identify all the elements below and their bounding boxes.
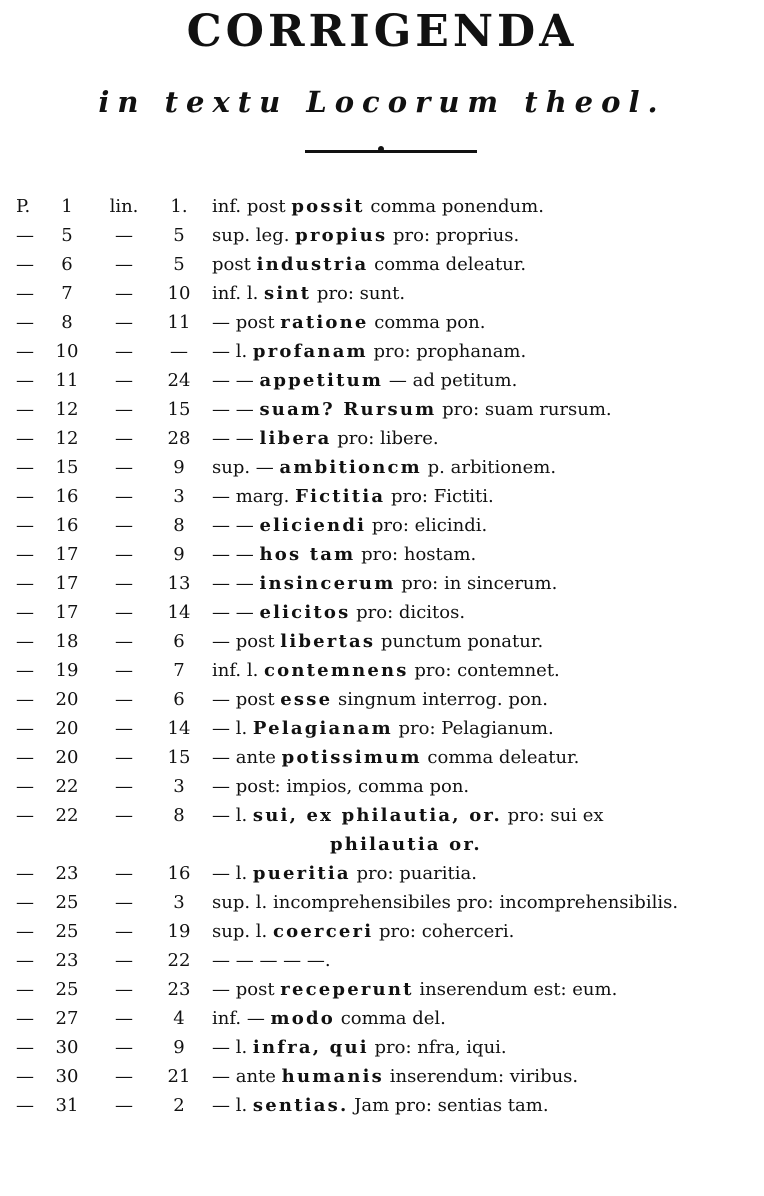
errata-table: [16, 192, 756, 1120]
correction-text: [212, 569, 756, 598]
correction-prefix: — —: [212, 544, 260, 565]
line-number: 21: [167, 1066, 191, 1087]
ornamental-rule: [305, 150, 477, 153]
correction-prefix: — marg.: [212, 486, 296, 507]
line-marker: —: [115, 515, 133, 536]
correction-rest: incomprehensibiles pro: incomprehensibilis.: [273, 892, 679, 913]
line-marker: —: [115, 863, 133, 884]
line-number: 10: [167, 283, 191, 304]
page-number: 17: [55, 602, 79, 623]
line-marker: —: [115, 631, 133, 652]
spaced-word: libertas: [280, 631, 376, 652]
spaced-word: contemnens: [264, 660, 409, 681]
line-number: 15: [167, 747, 191, 768]
line-number: 19: [167, 921, 191, 942]
correction-text: [212, 221, 756, 250]
line-number: 6: [173, 631, 185, 652]
errata-row: [16, 337, 756, 366]
correction-rest: punctum ponatur.: [375, 631, 544, 652]
page-marker: —: [16, 1066, 34, 1087]
page-number: 16: [55, 515, 79, 536]
correction-prefix: inf. l.: [212, 660, 265, 681]
line-marker: —: [115, 544, 133, 565]
page-marker: —: [16, 979, 34, 1000]
correction-rest: pro: hostam.: [355, 544, 477, 565]
correction-text: [212, 540, 756, 569]
errata-row: [16, 279, 756, 308]
line-marker: —: [115, 428, 133, 449]
line-number: 16: [167, 863, 191, 884]
correction-text: [212, 743, 756, 772]
correction-text: [212, 888, 756, 917]
page-number: 10: [55, 341, 79, 362]
correction-prefix: — l.: [212, 718, 253, 739]
correction-text: [212, 424, 756, 453]
spaced-word: humanis: [281, 1066, 384, 1087]
spaced-word: libera: [259, 428, 332, 449]
line-number: 2: [173, 1095, 185, 1116]
correction-rest: pro: Pelagianum.: [392, 718, 554, 739]
line-number: 8: [173, 515, 185, 536]
spaced-word: sentias.: [252, 1095, 349, 1116]
page-marker: —: [16, 254, 34, 275]
correction-rest: impios, comma pon.: [286, 776, 470, 797]
spaced-word: ambitioncm: [279, 457, 422, 478]
correction-rest: — ad petitum.: [383, 370, 518, 391]
spaced-word: possit: [291, 196, 365, 217]
line-marker: —: [115, 776, 133, 797]
correction-prefix: — post:: [212, 776, 287, 797]
page-marker: —: [16, 805, 34, 826]
correction-rest: pro: Fictiti.: [385, 486, 494, 507]
correction-prefix: — ante: [212, 1066, 282, 1087]
line-number: 5: [173, 254, 185, 275]
spaced-word: hos tam: [259, 544, 356, 565]
correction-prefix: — l.: [212, 1037, 253, 1058]
correction-text: [212, 395, 756, 424]
page-number: 16: [55, 486, 79, 507]
page-number: 27: [55, 1008, 79, 1029]
line-number: 11: [167, 312, 191, 333]
page-subtitle: in textu Locorum theol.: [98, 85, 666, 119]
correction-rest: pro: sunt.: [311, 283, 406, 304]
correction-rest: pro: suam rursum.: [436, 399, 612, 420]
page-marker: —: [16, 515, 34, 536]
correction-text: [212, 1033, 756, 1062]
page-marker: —: [16, 689, 34, 710]
line-marker: —: [115, 718, 133, 739]
line-number: 23: [167, 979, 191, 1000]
errata-row: [16, 1062, 756, 1091]
page-marker: —: [16, 747, 34, 768]
spaced-word: potissimum: [281, 747, 422, 768]
page-marker: —: [16, 399, 34, 420]
errata-row: [16, 917, 756, 946]
correction-text: [212, 859, 756, 888]
correction-prefix: sup. leg.: [212, 225, 296, 246]
line-number: 6: [173, 689, 185, 710]
line-marker: —: [115, 283, 133, 304]
errata-row: [16, 308, 756, 337]
correction-prefix: — —: [212, 950, 260, 971]
errata-row: [16, 772, 756, 801]
page-number: 30: [55, 1037, 79, 1058]
correction-rest: pro: sui ex: [501, 805, 604, 826]
page-marker: —: [16, 863, 34, 884]
correction-rest: pro: proprius.: [387, 225, 520, 246]
spaced-word: industria: [256, 254, 369, 275]
page-title: CORRIGENDA: [186, 6, 578, 57]
page-number: 5: [61, 225, 73, 246]
correction-text: [212, 192, 756, 221]
spaced-word: suam? Rursum: [259, 399, 437, 420]
errata-row: [16, 453, 756, 482]
page-marker: —: [16, 602, 34, 623]
correction-text: [212, 946, 756, 975]
line-number: 5: [173, 225, 185, 246]
line-number: 3: [173, 892, 185, 913]
line-marker: —: [115, 602, 133, 623]
page-marker: —: [16, 457, 34, 478]
correction-prefix: post: [212, 254, 257, 275]
correction-prefix: sup. l.: [212, 921, 273, 942]
page-marker: —: [16, 283, 34, 304]
page-marker: —: [16, 776, 34, 797]
correction-prefix: sup. —: [212, 457, 280, 478]
page-marker: P.: [16, 196, 31, 217]
correction-prefix: — post: [212, 312, 281, 333]
line-number: 8: [173, 805, 185, 826]
correction-text: [212, 366, 756, 395]
line-number: 9: [173, 1037, 185, 1058]
correction-text: [212, 627, 756, 656]
correction-text: [212, 453, 756, 482]
line-number: 24: [167, 370, 191, 391]
correction-prefix: — post: [212, 631, 281, 652]
page-marker: —: [16, 718, 34, 739]
errata-row: [16, 859, 756, 888]
errata-row: [16, 714, 756, 743]
line-marker: —: [115, 254, 133, 275]
correction-text: [212, 308, 756, 337]
correction-rest: pro: nfra, iqui.: [368, 1037, 507, 1058]
page-marker: —: [16, 1008, 34, 1029]
spaced-word: Fictitia: [295, 486, 386, 507]
correction-prefix: inf. —: [212, 1008, 271, 1029]
errata-row: [16, 685, 756, 714]
correction-rest: comma del.: [335, 1008, 446, 1029]
correction-prefix: — l.: [212, 863, 253, 884]
page-number: 22: [55, 805, 79, 826]
correction-prefix: — —: [212, 515, 260, 536]
line-marker: —: [115, 1066, 133, 1087]
correction-rest: pro: dicitos.: [350, 602, 466, 623]
page-number: 25: [55, 979, 79, 1000]
page-marker: —: [16, 631, 34, 652]
line-marker: —: [115, 573, 133, 594]
page-number: 19: [55, 660, 79, 681]
correction-prefix: — l.: [212, 341, 253, 362]
page-number: 20: [55, 689, 79, 710]
correction-prefix: — —: [212, 399, 260, 420]
line-number: 7: [173, 660, 185, 681]
page-number: 17: [55, 573, 79, 594]
spaced-word: propius: [295, 225, 388, 246]
errata-row: [16, 395, 756, 424]
correction-text: [212, 598, 756, 627]
line-number: —: [170, 341, 188, 362]
page-number: 23: [55, 863, 79, 884]
line-marker: —: [115, 979, 133, 1000]
correction-rest: — — —.: [259, 950, 331, 971]
page-number: 22: [55, 776, 79, 797]
line-number: 13: [167, 573, 191, 594]
spaced-word: pueritia: [252, 863, 351, 884]
line-number: 14: [167, 602, 191, 623]
spaced-word: Pelagianam: [252, 718, 393, 739]
line-marker: —: [115, 341, 133, 362]
spaced-word: appetitum: [259, 370, 384, 391]
correction-prefix: — —: [212, 573, 260, 594]
errata-row: [16, 743, 756, 772]
correction-prefix: — —: [212, 428, 260, 449]
page-number: 25: [55, 892, 79, 913]
spaced-word: sint: [264, 283, 312, 304]
correction-prefix: — post: [212, 979, 281, 1000]
page-marker: —: [16, 921, 34, 942]
page-number: 31: [55, 1095, 79, 1116]
correction-prefix: — —: [212, 370, 260, 391]
page-marker: —: [16, 312, 34, 333]
errata-row: [16, 482, 756, 511]
page-marker: —: [16, 225, 34, 246]
errata-row: [16, 1033, 756, 1062]
page-number: 11: [55, 370, 79, 391]
page-number: 7: [61, 283, 73, 304]
errata-row: [16, 598, 756, 627]
page-number: 18: [55, 631, 79, 652]
line-number: 9: [173, 544, 185, 565]
page-number: 30: [55, 1066, 79, 1087]
line-marker: —: [115, 1008, 133, 1029]
line-number: 3: [173, 776, 185, 797]
correction-text: [212, 250, 756, 279]
page-number: 20: [55, 747, 79, 768]
correction-prefix: — l.: [212, 805, 253, 826]
page-marker: —: [16, 950, 34, 971]
correction-text: [212, 685, 756, 714]
page-marker: —: [16, 428, 34, 449]
correction-continuation: philautia or.: [330, 834, 482, 855]
spaced-word: insincerum: [259, 573, 396, 594]
correction-rest: comma ponendum.: [364, 196, 544, 217]
correction-prefix: inf. l.: [212, 283, 265, 304]
correction-text: [212, 511, 756, 540]
line-number: 15: [167, 399, 191, 420]
spaced-word: coerceri: [273, 921, 374, 942]
correction-rest: comma deleatur.: [368, 254, 527, 275]
page-marker: —: [16, 573, 34, 594]
line-number: 3: [173, 486, 185, 507]
correction-text: [212, 801, 756, 859]
errata-row: [16, 540, 756, 569]
correction-prefix: inf. post: [212, 196, 292, 217]
page-marker: —: [16, 1037, 34, 1058]
page-marker: —: [16, 660, 34, 681]
spaced-word: sui, ex philautia, or.: [252, 805, 502, 826]
errata-row: [16, 366, 756, 395]
line-number: 22: [167, 950, 191, 971]
correction-rest: Jam pro: sentias tam.: [348, 1095, 549, 1116]
errata-row: [16, 975, 756, 1004]
errata-row: [16, 627, 756, 656]
line-marker: lin.: [109, 196, 139, 217]
errata-row: [16, 221, 756, 250]
line-marker: —: [115, 225, 133, 246]
spaced-word: receperunt: [280, 979, 414, 1000]
page-marker: —: [16, 486, 34, 507]
correction-rest: inserendum: viribus.: [384, 1066, 579, 1087]
line-marker: —: [115, 486, 133, 507]
line-number: 14: [167, 718, 191, 739]
spaced-word: modo: [270, 1008, 335, 1029]
page-marker: —: [16, 370, 34, 391]
correction-rest: comma deleatur.: [421, 747, 580, 768]
page-number: 12: [55, 399, 79, 420]
correction-text: [212, 917, 756, 946]
page-number: 6: [61, 254, 73, 275]
page-marker: —: [16, 1095, 34, 1116]
correction-rest: pro: in sincerum.: [395, 573, 558, 594]
line-number: 28: [167, 428, 191, 449]
spaced-word: eliciendi: [259, 515, 367, 536]
line-marker: —: [115, 1037, 133, 1058]
rule-ornament-dot: [378, 146, 384, 152]
correction-text: [212, 1091, 756, 1120]
line-marker: —: [115, 1095, 133, 1116]
correction-prefix: — l.: [212, 1095, 253, 1116]
page-number: 20: [55, 718, 79, 739]
errata-row: [16, 1091, 756, 1120]
line-marker: —: [115, 921, 133, 942]
line-marker: —: [115, 892, 133, 913]
page-marker: —: [16, 341, 34, 362]
line-marker: —: [115, 805, 133, 826]
errata-row: [16, 424, 756, 453]
correction-text: [212, 656, 756, 685]
page-number: 17: [55, 544, 79, 565]
line-marker: —: [115, 370, 133, 391]
correction-text: [212, 1004, 756, 1033]
errata-row: [16, 656, 756, 685]
correction-prefix: — —: [212, 602, 260, 623]
correction-rest: pro: elicindi.: [366, 515, 488, 536]
line-marker: —: [115, 747, 133, 768]
spaced-word: ratione: [280, 312, 369, 333]
line-marker: —: [115, 312, 133, 333]
line-number: 1.: [170, 196, 188, 217]
page-marker: —: [16, 892, 34, 913]
correction-text: [212, 1062, 756, 1091]
correction-text: [212, 714, 756, 743]
correction-rest: comma pon.: [368, 312, 486, 333]
page-number: 8: [61, 312, 73, 333]
correction-rest: pro: libere.: [331, 428, 439, 449]
line-number: 4: [173, 1008, 185, 1029]
errata-row: [16, 1004, 756, 1033]
line-marker: —: [115, 950, 133, 971]
spaced-word: elicitos: [259, 602, 351, 623]
spaced-word: esse: [280, 689, 333, 710]
correction-prefix: — ante: [212, 747, 282, 768]
line-marker: —: [115, 689, 133, 710]
page-number: 1: [61, 196, 73, 217]
correction-text: [212, 279, 756, 308]
spaced-word: infra, qui: [252, 1037, 369, 1058]
line-marker: —: [115, 660, 133, 681]
page-number: 12: [55, 428, 79, 449]
line-marker: —: [115, 457, 133, 478]
correction-text: [212, 482, 756, 511]
page-marker: —: [16, 544, 34, 565]
correction-rest: inserendum est: eum.: [413, 979, 618, 1000]
correction-rest: pro: puaritia.: [350, 863, 477, 884]
correction-rest: singnum interrog. pon.: [332, 689, 548, 710]
errata-row: [16, 250, 756, 279]
spaced-word: profanam: [252, 341, 368, 362]
line-marker: —: [115, 399, 133, 420]
page-number: 15: [55, 457, 79, 478]
correction-text: [212, 772, 756, 801]
errata-row: [16, 511, 756, 540]
errata-row: [16, 888, 756, 917]
correction-rest: pro: prophanam.: [367, 341, 527, 362]
page-number: 23: [55, 950, 79, 971]
errata-row: [16, 569, 756, 598]
correction-prefix: — post: [212, 689, 281, 710]
correction-text: [212, 337, 756, 366]
page-number: 25: [55, 921, 79, 942]
errata-row: [16, 801, 756, 859]
correction-rest: p. arbitionem.: [421, 457, 557, 478]
correction-text: [212, 975, 756, 1004]
correction-rest: pro: coherceri.: [373, 921, 515, 942]
correction-prefix: sup. l.: [212, 892, 273, 913]
errata-row: [16, 946, 756, 975]
line-number: 9: [173, 457, 185, 478]
errata-row: [16, 192, 756, 221]
correction-rest: pro: contemnet.: [408, 660, 560, 681]
